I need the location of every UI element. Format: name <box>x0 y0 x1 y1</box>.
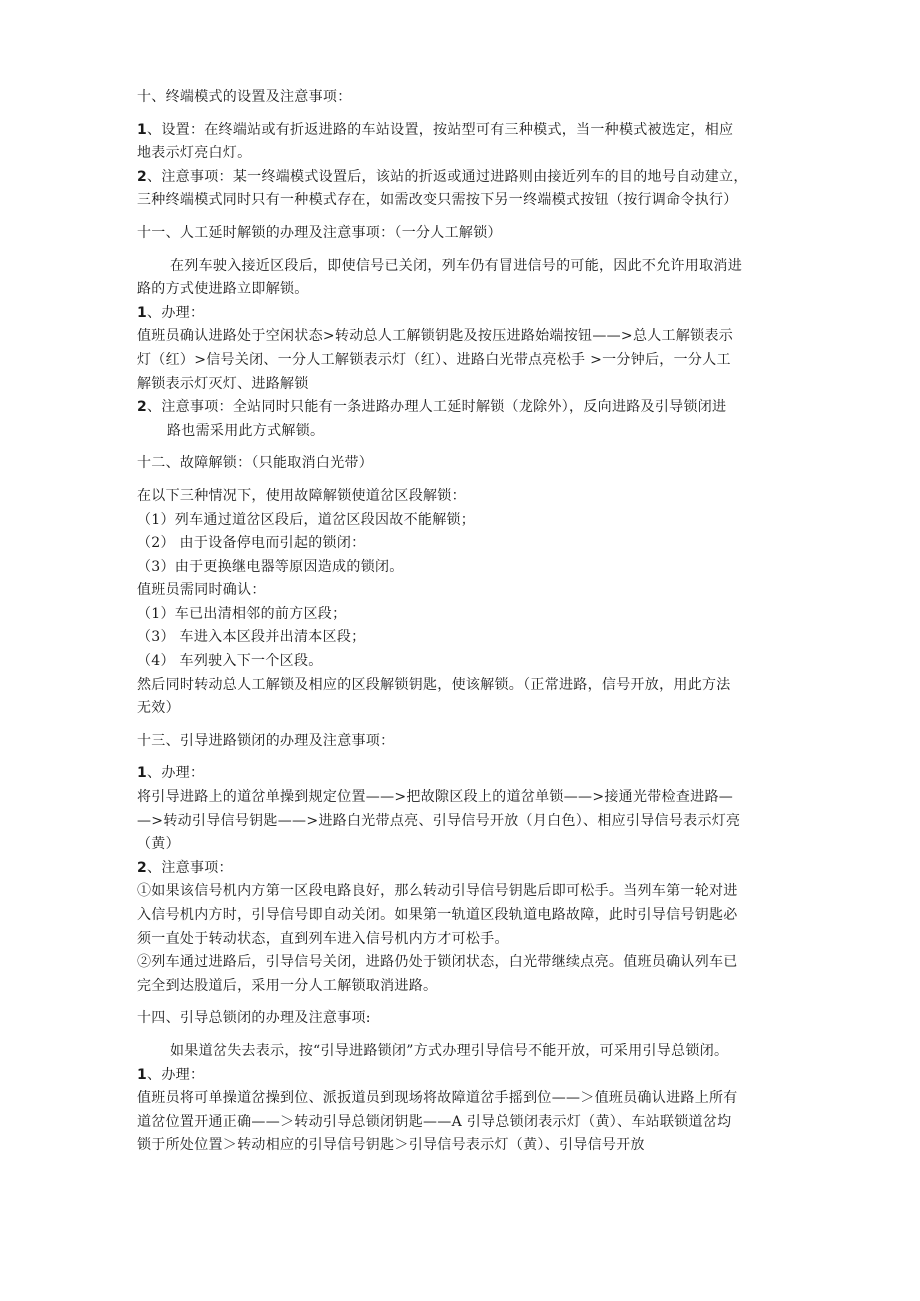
paragraph-line: 无效） <box>137 700 180 717</box>
item-number: 1 <box>137 765 148 782</box>
list-item: （3） 车进入本区段并出清本区段； <box>137 629 366 646</box>
section-11-heading: 十一、人工延时解锁的办理及注意事项：（一分人工解锁） <box>137 224 502 241</box>
section-11-item-2 <box>137 396 787 420</box>
item-number: 2 <box>137 399 148 416</box>
section-10-item-1 <box>137 119 787 143</box>
section-13-heading: 十三、引导进路锁闭的办理及注意事项： <box>137 732 395 749</box>
paragraph-line: 须一直处于转动状态，直到列车进入信号机内方才可松手。 <box>137 930 509 947</box>
paragraph-line: 锁于所处位置＞转动相应的引导信号钥匙＞引导信号表示灯（黄）、引导信号开放 <box>137 1137 645 1154</box>
item-number: 1 <box>137 121 148 138</box>
item-number: 1 <box>137 304 148 321</box>
section-13-item-1 <box>137 762 787 786</box>
paragraph-line: 入信号机内方时，引导信号即自动关闭。如果第一轨道区段轨道电路故障，此时引导信号钥匙必 <box>137 907 738 923</box>
section-10-heading: 十、终端模式的设置及注意事项： <box>137 89 352 105</box>
list-item: （1）车已出清相邻的前方区段； <box>137 605 347 622</box>
section-14-heading: 十四、引导总锁闭的办理及注意事项: <box>137 1010 371 1027</box>
paragraph-line: 将引导进路上的道岔单操到规定位置——>把故隙区段上的道岔单锁——>接通光带检查进路— <box>137 789 734 806</box>
item-number: 2 <box>137 168 148 185</box>
list-item: （2） 由于设备停电而引起的锁闭： <box>137 535 366 552</box>
paragraph-line: 然后同时转动总人工解锁及相应的区段解锁钥匙，使该解锁。（正常进路，信号开放，用此方法 <box>137 676 731 693</box>
section-11-item-1 <box>137 302 787 326</box>
paragraph-line: —>转动引导信号钥匙——>进路白光带点亮、引导信号开放（月白色）、相应引导信号表示灯亮 <box>137 812 741 829</box>
item-heading: 、注意事项： <box>147 859 233 876</box>
paragraph-line: 解锁表示灯灭灯、进路解锁 <box>137 375 309 392</box>
paragraph-line: 地表示灯亮白灯。 <box>137 145 252 162</box>
item-number: 1 <box>137 1066 148 1083</box>
paragraph-line: 如果道岔失去表示，按“引导进路锁闭”方式办理引导信号不能开放，可采用引导总锁闭。 <box>170 1042 729 1059</box>
item-heading: 、办理： <box>147 304 205 321</box>
item-heading: 、办理： <box>147 1066 205 1083</box>
paragraph-line: 值班员确认进路处于空闲状态>转动总人工解锁钥匙及按压进路始端按钮——>总人工解锁表示 <box>137 328 734 345</box>
paragraph-line: ①如果该信号机内方第一区段电路良好，那么转动引导信号钥匙后即可松手。当列车第一轮对进 <box>137 883 738 900</box>
paragraph-text: 、注意事项：全站同时只能有一条进路办理人工延时解锁（龙除外），反向进路及引导锁闭进 <box>147 399 727 416</box>
section-10-item-2 <box>137 166 787 190</box>
list-item: （1）列车通过道岔区段后，道岔区段因故不能解锁； <box>137 511 476 528</box>
paragraph-line: 完全到达股道后，采用一分人工解锁取消进路。 <box>137 977 438 994</box>
section-14-item-1 <box>137 1064 787 1088</box>
list-item: （4） 车列驶入下一个区段。 <box>137 653 323 670</box>
item-heading: 、办理： <box>147 765 205 782</box>
paragraph-text: 、设置：在终端站或有折返进路的车站设置，按站型可有三种模式，当一种模式被选定，相应 <box>147 121 734 138</box>
paragraph-line: （黄） <box>137 836 180 853</box>
paragraph-line: 道岔位置开通正确——＞转动引导总锁闭钥匙——A 引导总锁闭表示灯（黄）、车站联锁道岔均 <box>137 1113 732 1130</box>
paragraph-line: 在列车驶入接近区段后，即使信号已关闭，列车仍有冒进信号的可能，因此不允许用取消进 <box>170 257 742 274</box>
paragraph-line: 灯（红）>信号关闭、一分人工解锁表示灯（红）、进路白光带点亮松手 >一分钟后，一分人工 <box>137 351 731 368</box>
list-item: （3）由于更换继电器等原因造成的锁闭。 <box>137 558 404 575</box>
paragraph-line: 在以下三种情况下，使用故障解锁使道岔区段解锁： <box>137 487 466 504</box>
item-number: 2 <box>137 859 148 876</box>
paragraph-line: 路也需采用此方式解锁。 <box>167 422 325 439</box>
paragraph-line: 值班员需同时确认： <box>137 582 266 599</box>
paragraph-line: 值班员将可单操道岔操到位、派扳道员到现场将故障道岔手摇到位——＞值班员确认进路上所有 <box>137 1090 738 1107</box>
paragraph-line: ②列车通过进路后，引导信号关闭，进路仍处于锁闭状态，白光带继续点亮。值班员确认列车已 <box>137 954 738 971</box>
section-13-item-2 <box>137 857 787 881</box>
section-12-heading: 十二、故障解锁：（只能取消白光带） <box>137 455 374 472</box>
paragraph-line: 路的方式使进路立即解锁。 <box>137 281 309 298</box>
paragraph-text: 、注意事项：某一终端模式设置后，该站的折返或通过进路则由接近列车的目的地号自动建立， <box>147 168 748 185</box>
document-body <box>137 86 787 1158</box>
paragraph-line: 三种终端模式同时只有一种模式存在，如需改变只需按下另一终端模式按钮（按行调命令执行） <box>137 192 738 209</box>
